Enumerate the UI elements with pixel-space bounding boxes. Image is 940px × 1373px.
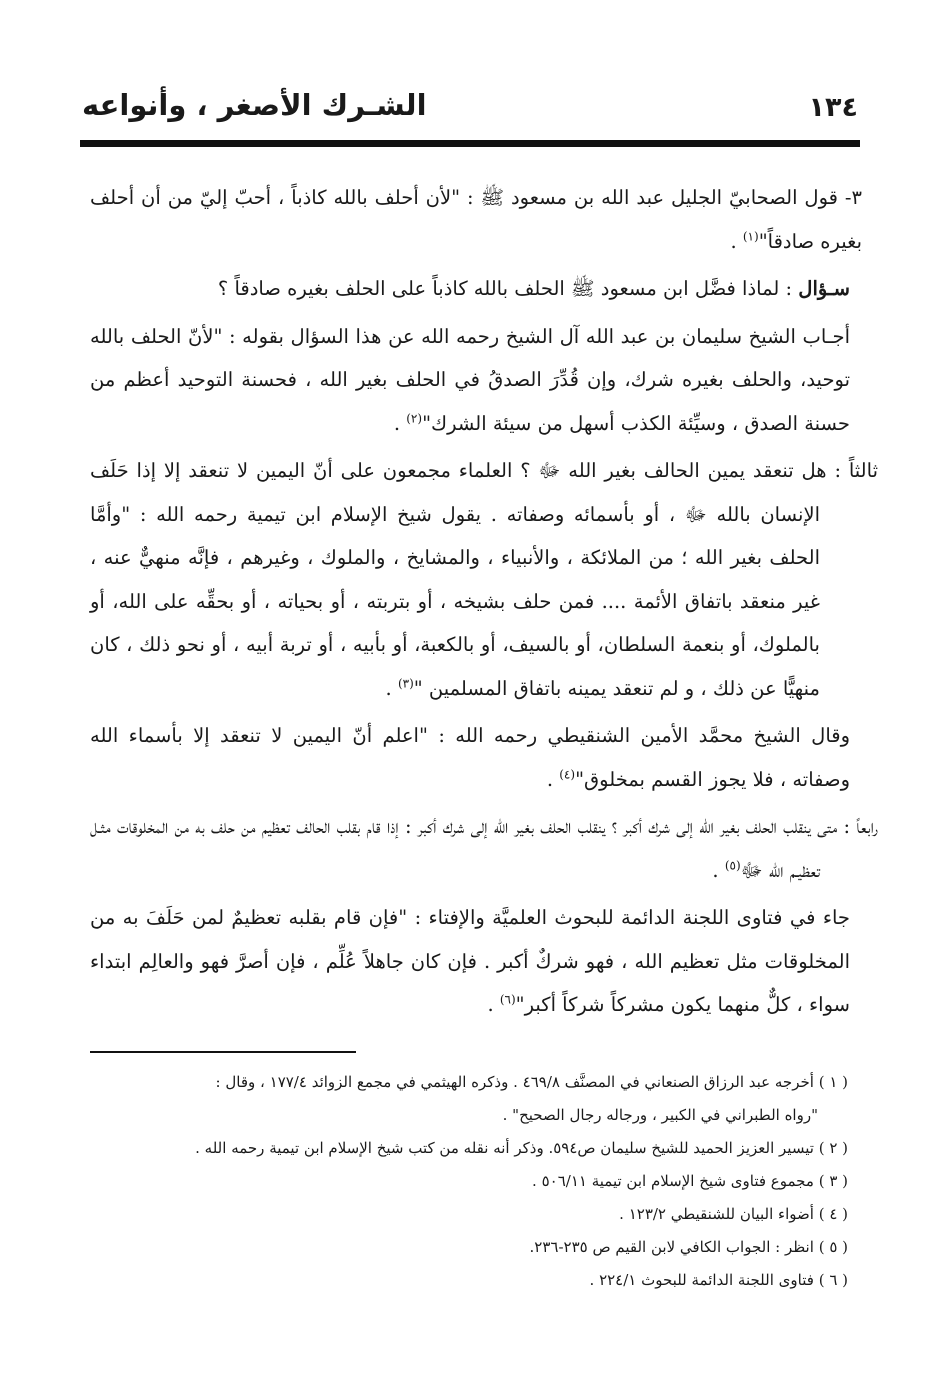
paragraph-text: : لماذا فضَّل ابن مسعود ﷺ الحلف بالله كاذباً على الحلف بغيره صادقاً ؟ (217, 277, 799, 300)
footnote-text: أخرجه عبد الرزاق الصنعاني في المصنَّف ٤٦٩/٨ . وذكره الهيثمي في مجمع الزوائد ١٧٧/٤ ، وقال : (215, 1073, 814, 1091)
section-label: ثالثاً (848, 459, 878, 482)
paragraph-fatwa (90, 896, 878, 1027)
footnote-ref: (١) (742, 229, 759, 243)
paragraph-third (90, 449, 878, 710)
paragraph-text: أجـاب الشيخ سليمان بن عبد الله آل الشيخ رحمه الله عن هذا السؤال بقوله : "لأنّ الحلف بالله توحيد، والحلف بغيره شرك، وإن قُدِّرَ الصدقُ في الحلف بغير الله ، فحسنة التوحيد أعظم من حسنة الصدق ، وسيِّئة الكذب أسهل من سيئة الشرك" (90, 324, 850, 435)
paragraph-text: جاء في فتاوى اللجنة الدائمة للبحوث العلميَّة والإفتاء : "فإن قام بقلبه تعظيمٌ لمن حَلَفَ به من المخلوقات مثل تعظيم الله ، فهو شركٌ أكبر . فإن كان جاهلاً عُلِّم ، فإن أصرَّ فهو والعالِم ابتداء سواء ، كلٌّ منهما يكون مشركاً شركاً أكبر" (90, 906, 850, 1016)
footnote-number: ( ٣ ) (818, 1172, 848, 1190)
section-label: رابعاً (856, 815, 879, 838)
paragraph-tail: . (487, 993, 500, 1016)
paragraph-tail: . (385, 676, 398, 700)
footnote-number: ( ٥ ) (818, 1238, 848, 1256)
paragraph-tail: . (546, 767, 560, 791)
footnote-4 (90, 1198, 848, 1231)
page-number: ١٣٤ (808, 92, 858, 123)
paragraph-text: ٣- قول الصحابيّ الجليل عبد الله بن مسعود ﷺ : "لأن أحلف بالله كاذباً ، أحبّ إليّ من أن أحلف بغيره صادقاً" (90, 186, 862, 253)
paragraph-fourth (90, 805, 878, 892)
footnote-number: ( ٦ ) (818, 1271, 848, 1289)
footnote-text: تيسير العزيز الحميد للشيخ سليمان ص٥٩٤. وذكر أنه نقله من كتب شيخ الإسلام ابن تيمية رحمه الله . (195, 1139, 814, 1157)
paragraph-shinqiti (90, 714, 878, 801)
footnote-1 (90, 1066, 848, 1099)
footnote-5 (90, 1231, 848, 1264)
paragraph-tail: . (393, 411, 407, 435)
footnote-ref: (٤) (559, 767, 576, 781)
header-rule (80, 140, 860, 147)
paragraph-text: : هل تنعقد يمين الحالف بغير الله ﷻ ؟ العلماء مجمعون على أنّ اليمين لا تنعقد إلا إذا حَلَف الإنسان بالله ﷻ ، أو بأسمائه وصفاته . يقول شيخ الإسلام ابن تيمية رحمه الله : "وأمَّا الحلف بغير الله ؛ من الملائكة ، والأنبياء ، والمشايخ ، والملوك ، وغيرهم ، فإنَّه منهيٌّ عنه ، غير منعقد باتفاق الأئمة .... فمن حلف بشيخه ، أو بتربته ، أو بحياته ، أو بحقِّه على الله، أو بالملوك، أو بنعمة السلطان، أو بالسيف، أو بالكعبة، أو بأبيه ، أو تربة أبيه ، أو نحو ذلك ، كان منهيًّا عن ذلك ، و لم تنعقد يمينه باتفاق المسلمين " (90, 459, 849, 700)
paragraph-ibn-masud-quote (90, 176, 878, 263)
footnote-ref: (٦) (499, 992, 516, 1007)
footnote-text: مجموع فتاوى شيخ الإسلام ابن تيمية ٥٠٦/١١ . (532, 1172, 814, 1190)
footnote-3 (90, 1165, 848, 1198)
footnote-1-continued: "رواه الطبراني في الكبير ، ورجاله رجال الصحيح" . (502, 1106, 818, 1124)
footnotes (90, 1066, 848, 1297)
footnote-ref: (٢) (406, 411, 423, 425)
footnote-ref: (٣) (397, 676, 414, 690)
footnote-text: فتاوى اللجنة الدائمة للبحوث ٢٢٤/١ . (589, 1271, 814, 1289)
footnote-text: أضواء البيان للشنقيطي ١٢٣/٢ . (619, 1205, 814, 1223)
running-title: الشـرك الأصغر ، وأنواعه (82, 88, 427, 122)
question-label: سـؤال (798, 277, 850, 300)
footnote-text: انظر : الجواب الكافي لابن القيم ص ٢٣٥-٢٣٦. (529, 1238, 814, 1256)
page-header (82, 88, 858, 138)
footnote-ref: (٥) (724, 858, 741, 872)
paragraph-answer (90, 315, 878, 446)
paragraph-text: : متى ينقلب الحلف بغير الله إلى شرك أكبر ؟ ينقلب الحلف بغير الله إلى شرك أكبر : إذا قام بقلب الحالف تعظيم من حلف به من المخلوقات مثـل تعظيـم الله ﷻ (90, 815, 857, 882)
footnote-number: ( ٢ ) (818, 1139, 848, 1157)
footnote-number: ( ٤ ) (818, 1205, 848, 1223)
paragraph-question (90, 267, 878, 311)
paragraph-tail: . (730, 229, 743, 253)
footnote-number: ( ١ ) (818, 1073, 848, 1091)
main-text (90, 176, 878, 1031)
footnote-separator (90, 1051, 356, 1053)
footnote-2 (90, 1132, 848, 1165)
paragraph-tail: . (712, 858, 725, 882)
paragraph-text: وقال الشيخ محمَّد الأمين الشنقيطي رحمه الله : "اعلم أنّ اليمين لا تنعقد إلا بأسماء الله وصفاته ، فلا يجوز القسم بمخلوق" (90, 724, 850, 791)
footnote-6 (90, 1264, 848, 1297)
